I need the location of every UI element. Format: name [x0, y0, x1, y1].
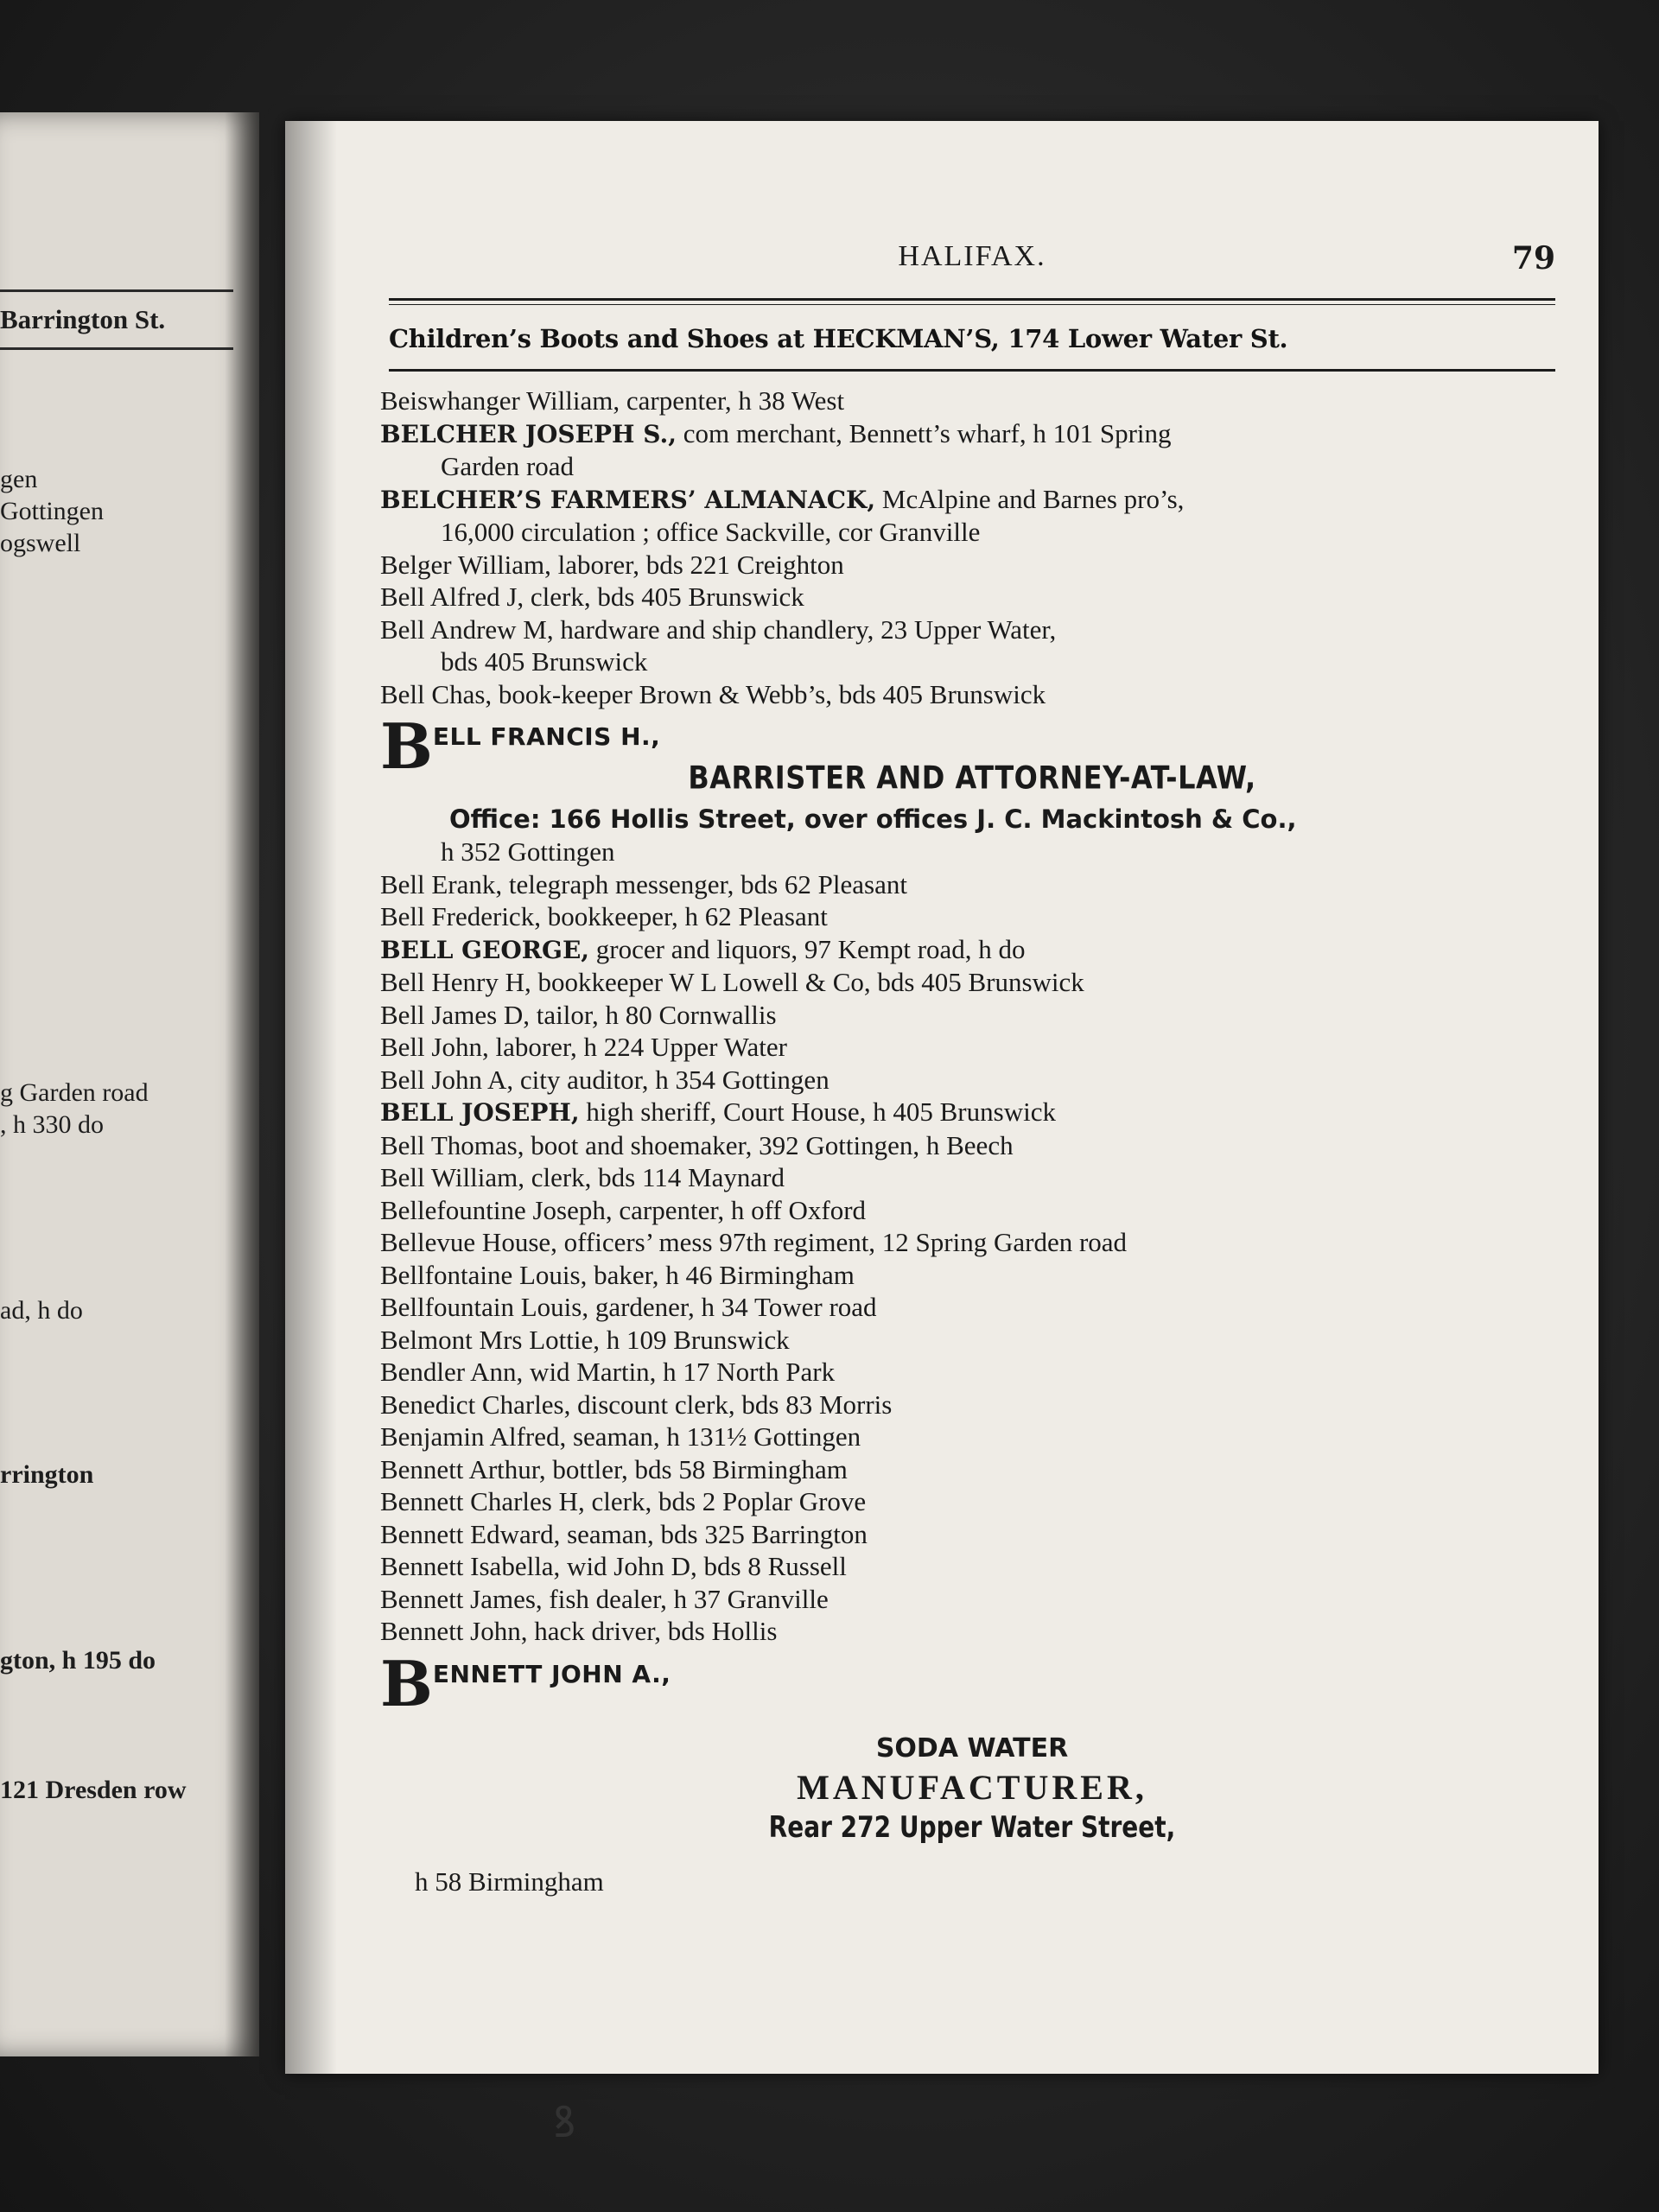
directory-entry [380, 1421, 1564, 1453]
directory-entry [380, 868, 1564, 901]
entry-line [380, 1291, 1564, 1324]
entry-text: Bennett Arthur, bottler, bds 58 Birmingham [380, 1453, 848, 1484]
directory-entry [380, 1226, 1564, 1259]
entry-text: Benjamin Alfred, seaman, h 131½ Gottingen [380, 1421, 861, 1452]
left-line: gen [0, 465, 38, 493]
entry-text: Bell Thomas, boot and shoemaker, 392 Gottingen, h Beech [380, 1129, 1014, 1160]
pencil-mark: ꝸ [553, 2098, 576, 2146]
directory-entry [380, 1583, 1564, 1616]
card-home: h 352 Gottingen [441, 836, 615, 867]
entry-text: high sheriff, Court House, h 405 Brunswick [579, 1096, 1056, 1127]
entry-line [380, 1096, 1564, 1129]
directory-entry [380, 678, 1564, 711]
entry-text: Bell Chas, book-keeper Brown & Webb’s, bds 405 Brunswick [380, 678, 1046, 709]
entry-line [380, 1226, 1564, 1259]
directory-entry [380, 933, 1564, 967]
entry-line [380, 1031, 1564, 1064]
directory-entry [380, 1324, 1564, 1357]
entry-line [380, 966, 1564, 999]
directory-entry [380, 417, 1564, 483]
directory-entry [380, 1485, 1564, 1518]
entry-text: Bennett Isabella, wid John D, bds 8 Russell [380, 1551, 847, 1581]
dropcap-letter: B [380, 1646, 433, 1720]
left-line: , h 330 do [0, 1110, 104, 1139]
entry-line [380, 678, 1564, 711]
page-number: 79 [1511, 240, 1555, 276]
directory-entry [380, 1453, 1564, 1486]
directory-entry [380, 1031, 1564, 1064]
entry-text: Bell James D, tailor, h 80 Cornwallis [380, 999, 777, 1030]
entry-line [380, 1356, 1564, 1389]
business-card-bennett-john [380, 1646, 1564, 1898]
entry-text: Bennett Edward, seaman, bds 325 Barrington [380, 1518, 868, 1549]
entry-text: Beiswhanger William, carpenter, h 38 West [380, 385, 845, 416]
entry-continuation: 16,000 circulation ; office Sackville, cor Granville [441, 517, 981, 547]
entry-text: grocer and liquors, 97 Kempt road, h do [589, 933, 1026, 964]
entry-text: Bellevue House, officers’ mess 97th regiment, 12 Spring Garden road [380, 1227, 1128, 1257]
entry-text: Bellfountain Louis, gardener, h 34 Tower road [380, 1292, 877, 1322]
entry-line [380, 868, 1564, 901]
entry-text: com merchant, Bennett’s wharf, h 101 Spring [676, 417, 1172, 448]
directory-entries [380, 385, 1564, 1898]
left-line: gton, h 195 do [0, 1646, 156, 1675]
business-card-bell-francis [380, 709, 1564, 868]
entry-line [380, 613, 1564, 646]
entry-line [380, 1518, 1564, 1551]
header-rule [389, 298, 1555, 301]
card-home: h 58 Birmingham [415, 1866, 604, 1897]
entry-text: Bellfontaine Louis, baker, h 46 Birmingham [380, 1259, 855, 1290]
entry-line [380, 1583, 1564, 1616]
card-office: Office: 166 Hollis Street, over offices J. C. Mackintosh & Co., [449, 804, 1297, 834]
directory-entry [380, 549, 1564, 582]
entry-text: Bell Alfred J, clerk, bds 405 Brunswick [380, 582, 804, 612]
entry-line [380, 1259, 1564, 1292]
left-line: g Garden road [0, 1078, 149, 1107]
left-facing-page [0, 112, 259, 2056]
entry-line [380, 385, 1564, 417]
entry-line [380, 1129, 1564, 1162]
entry-text: Belger William, laborer, bds 221 Creighton [380, 549, 844, 580]
directory-entry [380, 613, 1564, 678]
directory-entry [380, 1194, 1564, 1227]
left-line: ad, h do [0, 1296, 83, 1325]
entry-line [380, 417, 1564, 451]
entry-text: Bell John, laborer, h 224 Upper Water [380, 1032, 787, 1062]
left-line: Gottingen [0, 497, 104, 525]
card-title: BARRISTER AND ATTORNEY-AT-LAW, [688, 759, 1256, 797]
header-rule-thin [389, 304, 1555, 305]
entry-line [380, 1485, 1564, 1518]
card-line: SODA WATER [875, 1732, 1069, 1764]
entry-name-bold: BELCHER JOSEPH S., [380, 419, 677, 448]
directory-entry [380, 385, 1564, 417]
entry-text: Bendler Ann, wid Martin, h 17 North Park [380, 1357, 836, 1387]
entry-line [380, 1615, 1564, 1648]
card-name: ELL FRANCIS H., [432, 722, 661, 751]
entry-text: Bell William, clerk, bds 114 Maynard [380, 1162, 785, 1192]
directory-entry [380, 1161, 1564, 1194]
directory-entry [380, 581, 1564, 613]
directory-entry [380, 1356, 1564, 1389]
card-address: Rear 272 Upper Water Street, [768, 1809, 1176, 1844]
entry-text: Bennett John, hack driver, bds Hollis [380, 1616, 778, 1646]
entry-line [380, 1550, 1564, 1583]
directory-page [285, 121, 1599, 2074]
card-line: MANUFACTURER, [797, 1768, 1147, 1807]
entry-name-bold: BELL GEORGE, [380, 935, 590, 964]
entry-line [380, 1389, 1564, 1421]
running-head: HALIFAX. [898, 240, 1046, 272]
page-binding-shadow [285, 121, 337, 2074]
dropcap-letter: B [380, 709, 433, 783]
directory-entry [380, 1129, 1564, 1162]
entry-text: McAlpine and Barnes pro’s, [875, 483, 1185, 514]
entry-list [380, 385, 1564, 710]
left-line: 121 Dresden row [0, 1776, 187, 1804]
entry-name-bold: BELL JOSEPH, [380, 1098, 580, 1127]
banner-rule [389, 369, 1555, 372]
entry-line [380, 1453, 1564, 1486]
entry-line [380, 1421, 1564, 1453]
left-header-street: Barrington St. [0, 304, 166, 334]
directory-entry [380, 1064, 1564, 1096]
left-line: ogswell [0, 529, 81, 557]
entry-text: Bell Henry H, bookkeeper W L Lowell & Co, bds 405 Brunswick [380, 967, 1084, 997]
directory-entry [380, 900, 1564, 933]
entry-line [380, 1324, 1564, 1357]
entry-line [380, 999, 1564, 1032]
entry-line [380, 549, 1564, 582]
entry-text: Bennett Charles H, clerk, bds 2 Poplar Grove [380, 1486, 867, 1516]
directory-entry [380, 483, 1564, 549]
entry-text: Bell Erank, telegraph messenger, bds 62 Pleasant [380, 868, 907, 899]
entry-line [380, 1161, 1564, 1194]
directory-entry [380, 1259, 1564, 1292]
entry-text: Bell Andrew M, hardware and ship chandlery, 23 Upper Water, [380, 613, 1057, 645]
entry-line [380, 581, 1564, 613]
page-header [389, 240, 1555, 292]
entry-line [380, 933, 1564, 967]
entry-continuation: Garden road [441, 451, 575, 481]
directory-entry [380, 1389, 1564, 1421]
directory-entry [380, 1518, 1564, 1551]
left-rule-bottom [0, 347, 233, 350]
directory-entry [380, 966, 1564, 999]
entry-text: Bellefountine Joseph, carpenter, h off Oxford [380, 1194, 867, 1225]
entry-text: Bell John A, city auditor, h 354 Gottingen [380, 1064, 830, 1095]
entry-text: Bell Frederick, bookkeeper, h 62 Pleasant [380, 901, 828, 931]
card-name: ENNETT JOHN A., [432, 1659, 671, 1688]
advertisement-banner: Children’s Boots and Shoes at HECKMAN’S, 174 Lower Water St. [389, 324, 1288, 353]
left-line: rrington [0, 1460, 94, 1489]
left-rule-top [0, 289, 233, 292]
entry-list [380, 868, 1564, 1648]
entry-line [380, 483, 1564, 517]
entry-text: Bennett James, fish dealer, h 37 Granville [380, 1583, 829, 1614]
directory-entry [380, 1550, 1564, 1583]
entry-line [380, 1194, 1564, 1227]
entry-continuation: bds 405 Brunswick [441, 646, 648, 677]
entry-line [380, 1064, 1564, 1096]
directory-entry [380, 1096, 1564, 1129]
entry-name-bold: BELCHER’S FARMERS’ ALMANACK, [380, 485, 876, 514]
directory-entry [380, 999, 1564, 1032]
directory-entry [380, 1291, 1564, 1324]
entry-text: Belmont Mrs Lottie, h 109 Brunswick [380, 1324, 790, 1355]
directory-entry [380, 1615, 1564, 1648]
page-gutter-shadow [225, 112, 259, 2056]
entry-line [380, 900, 1564, 933]
entry-text: Benedict Charles, discount clerk, bds 83 Morris [380, 1389, 893, 1420]
